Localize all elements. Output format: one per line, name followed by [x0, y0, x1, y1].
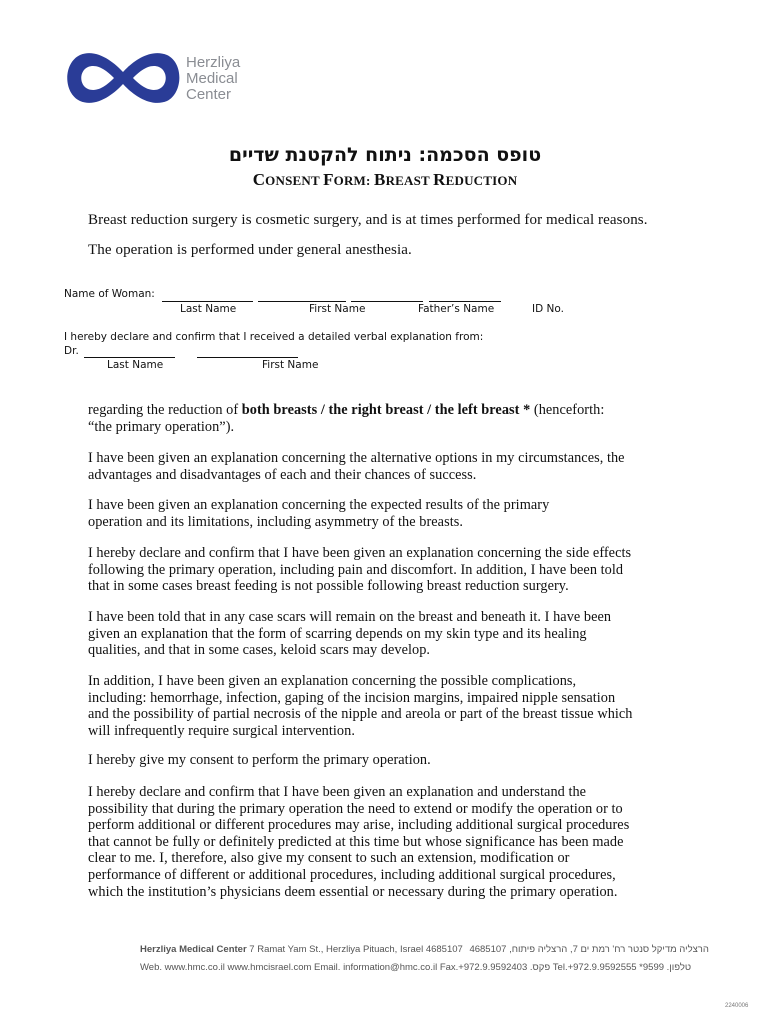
paragraph-complications	[88, 673, 688, 739]
paragraph-scars	[88, 609, 688, 659]
paragraph-line: operation and its limitations, including asymmetry of the breasts.	[88, 513, 463, 530]
paragraph-line: and the possibility of partial necrosis of the nipple and areola or part of the breast tissue which	[88, 706, 633, 723]
paragraph-line: given an explanation that the form of scarring depends on my skin type and its healing	[88, 625, 587, 642]
doctor-first-name-caption: First Name	[262, 359, 319, 371]
paragraph-line: which the institution’s physicians deem essential or necessary during the primary operation.	[88, 883, 618, 900]
paragraph-line: In addition, I have been given an explanation concerning the possible complications,	[88, 673, 577, 689]
woman-father-name-line[interactable]	[351, 301, 423, 302]
paragraph-line: I have been given an explanation concerning the alternative options in my circumstances, the	[88, 450, 625, 466]
paragraph-consent	[88, 752, 688, 769]
logo-line-1: Herzliya	[186, 54, 241, 71]
paragraph-line: I hereby declare and confirm that I have been given an explanation concerning the side effects	[88, 545, 632, 561]
paragraph-line: that in some cases breast feeding is not possible following breast reduction surgery.	[88, 578, 569, 595]
title-part: ORM:	[333, 173, 375, 188]
paragraph-line: I have been told that in any case scars will remain on the breast and beneath it. I have been	[88, 609, 612, 625]
title-part: EDUCTION	[445, 173, 518, 188]
doctor-first-name-line[interactable]	[197, 357, 298, 358]
paragraph-line: advantages and disadvantages of each and their chances of success.	[88, 466, 477, 483]
paragraph-line: following the primary operation, including pain and discomfort. In addition, I have been told	[88, 561, 624, 578]
woman-last-name-caption: Last Name	[180, 303, 237, 315]
paragraph-line: clear to me. I, therefore, also give my consent to such an extension, modification or	[88, 850, 570, 867]
paragraph-alternatives	[88, 450, 688, 483]
intro-line-2: The operation is performed under general anesthesia.	[88, 242, 412, 258]
paragraph-results	[88, 497, 688, 530]
doctor-declaration: I hereby declare and confirm that I received a detailed verbal explanation from:	[64, 331, 484, 343]
paragraph-line: I hereby declare and confirm that I have been given an explanation and understand the	[88, 784, 587, 800]
doctor-label: Dr.	[64, 345, 79, 357]
logo-line-3: Center	[186, 86, 232, 103]
paragraph-line: possibility that during the primary operation the need to extend or modify the operation or to	[88, 800, 623, 817]
regarding-suffix: (henceforth:	[530, 402, 605, 418]
regarding-prefix: regarding the reduction of	[88, 402, 242, 418]
paragraph-line: I hereby give my consent to perform the primary operation.	[88, 752, 431, 768]
woman-name-label: Name of Woman:	[64, 288, 155, 300]
title-part: R	[433, 170, 446, 189]
title-hebrew: טופס הסכמה: ניתוח להקטנת שדיים	[228, 144, 542, 166]
woman-last-name-line[interactable]	[162, 301, 253, 302]
intro-line-1: Breast reduction surgery is cosmetic surgery, and is at times performed for medical reasons.	[88, 212, 648, 228]
title-part: B	[374, 170, 386, 189]
footer-org-name: Herzliya Medical Center	[140, 944, 247, 955]
footer-address: 7 Ramat Yam St., Herzliya Pituach, Israel 4685107	[246, 944, 463, 955]
paragraph-extension	[88, 784, 688, 900]
paragraph-line: including: hemorrhage, infection, gaping of the incision margins, impaired nipple sensation	[88, 689, 616, 706]
paragraph-line: qualities, and that in some cases, keloid scars may develop.	[88, 642, 431, 659]
herzliya-logo-icon	[66, 50, 181, 106]
footer-hebrew-address: הרצליה מדיקל סנטר רח' רמת ים 7, הרצליה פיתוח, 4685107	[469, 944, 709, 955]
title-english	[0, 170, 770, 190]
title-part: C	[252, 170, 266, 189]
paragraph-line: that cannot be fully or definitely predicted at this time but whose significance has been made	[88, 833, 624, 850]
woman-father-name-caption: Father’s Name	[418, 303, 495, 315]
doctor-last-name-line[interactable]	[84, 357, 175, 358]
woman-id-caption: ID No.	[532, 303, 564, 315]
woman-first-name-line[interactable]	[258, 301, 346, 302]
title-part: F	[323, 170, 334, 189]
paragraph-line: will infrequently require surgical intervention.	[88, 722, 355, 739]
footer-address-line	[140, 944, 709, 955]
paragraph-line: perform additional or different procedures may arise, including additional surgical procedures	[88, 817, 630, 834]
asterisk: *	[519, 402, 531, 418]
paragraph-line: I have been given an explanation concerning the expected results of the primary	[88, 497, 550, 513]
document-code: 2240006	[725, 1003, 749, 1009]
footer-contact-line: Web. www.hmc.co.il www.hmcisrael.com Email. information@hmc.co.il Fax.+972.9.9592403 .פקס Tel.+972.9.9592555 *9599 .טלפון	[140, 962, 692, 973]
title-part: ONSENT	[265, 173, 324, 188]
logo-text	[186, 55, 240, 103]
regarding-line-2: “the primary operation”).	[88, 418, 235, 435]
woman-first-name-caption: First Name	[309, 303, 366, 315]
regarding-line-1	[88, 402, 688, 419]
paragraph-side-effects	[88, 545, 688, 595]
logo-line-2: Medical	[186, 70, 238, 87]
paragraph-line: performance of different or additional procedures, including additional surgical procedures,	[88, 866, 616, 883]
woman-id-line[interactable]	[429, 301, 501, 302]
title-part: REAST	[385, 173, 434, 188]
breast-options[interactable]: both breasts / the right breast / the left breast	[241, 402, 520, 418]
regarding-paragraph	[88, 402, 688, 435]
doctor-last-name-caption: Last Name	[107, 359, 164, 371]
